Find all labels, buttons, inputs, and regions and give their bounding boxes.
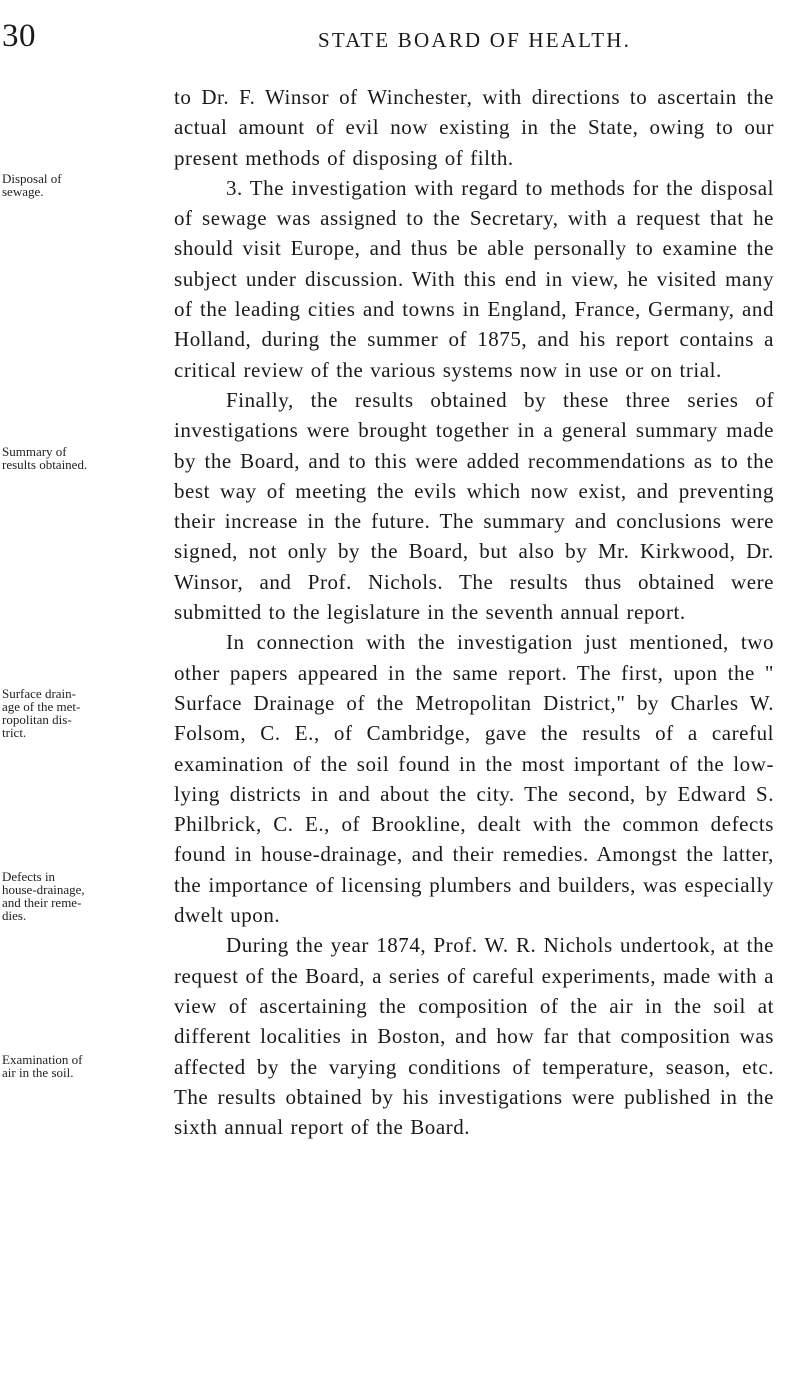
body-text [174, 82, 774, 1142]
sidenote-line: age of the met- [2, 699, 81, 714]
sidenote-line: Defects in [2, 869, 56, 884]
sidenote-defects-in-house-drainage [2, 870, 134, 922]
sidenote-disposal-of-sewage [2, 172, 134, 198]
sidenote-line: Summary of [2, 444, 67, 459]
sidenote-line: results obtained. [2, 457, 88, 472]
sidenote-line: and their reme- [2, 895, 82, 910]
page-number: 30 [2, 18, 36, 54]
sidenote-line: Examination of [2, 1052, 83, 1067]
sidenote-line: trict. [2, 725, 27, 740]
sidenote-line: Surface drain- [2, 686, 76, 701]
paragraph-sewage-investigation: 3. The investigation with regard to methods for the disposal of sewage was assigned to the Secretary, with a request that he should visit Europe, and thus be able personally to examine the subject under discussion. With this end in view, he visited many of the leading cities and towns in England, France, Germany, and Holland, during the summer of 1875, and his report contains a critical review of the various systems now in use or on trial. [174, 175, 774, 382]
sidenote-summary-of-results [2, 445, 134, 471]
sidenote-line: Disposal of [2, 171, 62, 186]
sidenote-line: ropolitan dis- [2, 712, 72, 727]
paragraph-continuation: to Dr. F. Winsor of Winchester, with directions to ascertain the actual amount of evil now existing in the State, owing to our present methods of disposing of filth. [174, 85, 774, 170]
paragraph-summary: Finally, the results obtained by these three series of investigations were brought together in a general summary made by the Board, and to this were added recommendations as to the best way of meeting the evils which now exist, and preventing their increase in the future. The summary and conclusions were signed, not only by the Board, but also by Mr. Kirkwood, Dr. Winsor, and Prof. Nichols. The results thus obtained were submitted to the legislature in the seventh annual report. [174, 387, 774, 625]
running-head: STATE BOARD OF HEALTH. [318, 28, 632, 52]
paragraph-other-papers: In connection with the investigation just mentioned, two other papers appeared in the same report. The first, upon the " Surface Drainage of the Metropolitan District," by Charles W. Folsom, C. E., of Cambridge, gave the results of a careful examination of the soil found in the most important of the low-lying districts in and about the city. The second, by Edward S. Philbrick, C. E., of Brookline, dealt with the common defects found in house-drainage, and their remedies. Amongst the latter, the importance of licensing plumbers and builders, was especially dwelt upon. [174, 630, 774, 928]
sidenote-line: dies. [2, 908, 27, 923]
sidenote-line: air in the soil. [2, 1065, 74, 1080]
sidenote-examination-of-air [2, 1053, 134, 1079]
paragraph-air-in-soil: During the year 1874, Prof. W. R. Nichols undertook, at the request of the Board, a series of careful experiments, made with a view of ascertaining the composition of the air in the soil at different localities in Boston, and how far that composition was affected by the varying conditions of temperature, season, etc. The results obtained by his investigations were published in the sixth annual report of the Board. [174, 933, 774, 1140]
sidenote-surface-drainage [2, 687, 134, 739]
sidenote-line: house-drainage, [2, 882, 85, 897]
sidenote-line: sewage. [2, 184, 44, 199]
